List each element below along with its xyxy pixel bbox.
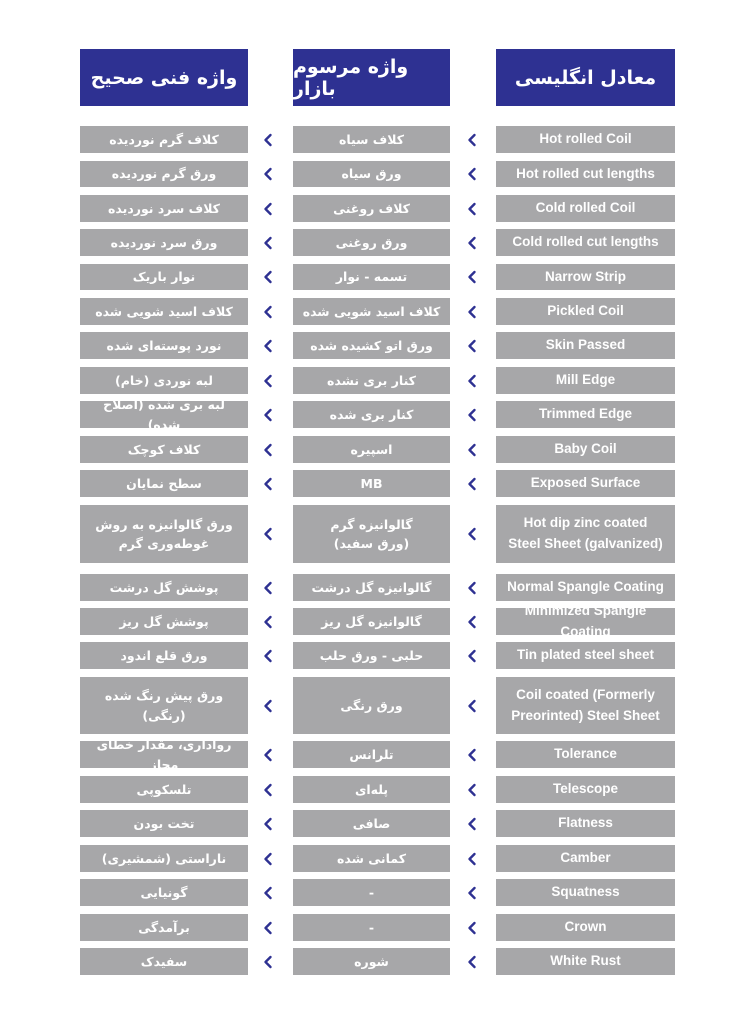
cell-technical-term: کلاف گرم نوردیده xyxy=(80,126,248,153)
chevron-left-icon xyxy=(262,236,274,250)
table-row xyxy=(0,737,755,772)
cell-market-term: پله‌ای xyxy=(293,776,450,803)
chevron-left-icon xyxy=(466,852,478,866)
cell-market-term: اسپیره xyxy=(293,436,450,463)
cell-english: Telescope xyxy=(496,776,675,803)
cell-english: Hot dip zinc coated Steel Sheet (galvanized) xyxy=(496,505,675,563)
table-row xyxy=(0,195,755,222)
chevron-left-icon xyxy=(466,202,478,216)
chevron-left-icon xyxy=(262,133,274,147)
cell-english: Trimmed Edge xyxy=(496,401,675,428)
cell-english: Cold rolled cut lengths xyxy=(496,229,675,256)
table-row xyxy=(0,642,755,669)
chevron-left-icon xyxy=(262,477,274,491)
chevron-left-icon xyxy=(466,270,478,284)
cell-technical-term: لبه بری شده (اصلاح شده) xyxy=(80,401,248,428)
cell-market-term: کلاف سیاه xyxy=(293,126,450,153)
cell-market-term: کلاف اسید شویی شده xyxy=(293,298,450,325)
cell-market-term: ورق سیاه xyxy=(293,161,450,187)
chevron-left-icon xyxy=(466,236,478,250)
chevron-left-icon xyxy=(262,955,274,969)
table-row xyxy=(0,776,755,803)
table-row xyxy=(0,845,755,872)
table-row xyxy=(0,161,755,187)
chevron-left-icon xyxy=(262,374,274,388)
table-row xyxy=(0,229,755,256)
chevron-left-icon xyxy=(466,374,478,388)
cell-technical-term: لبه نوردی (خام) xyxy=(80,367,248,394)
chevron-left-icon xyxy=(262,305,274,319)
cell-technical-term: سطح نمایان xyxy=(80,470,248,497)
chevron-left-icon xyxy=(262,408,274,422)
chevron-left-icon xyxy=(262,852,274,866)
chevron-left-icon xyxy=(466,477,478,491)
chevron-left-icon xyxy=(466,133,478,147)
cell-market-term: کنار بری نشده xyxy=(293,367,450,394)
cell-english: Cold rolled Coil xyxy=(496,195,675,222)
cell-technical-term: نورد پوسته‌ای شده xyxy=(80,332,248,359)
cell-english: Hot rolled cut lengths xyxy=(496,161,675,187)
cell-technical-term: پوشش گل درشت xyxy=(80,574,248,601)
chevron-left-icon xyxy=(466,167,478,181)
cell-english: Minimized Spangle Coating xyxy=(496,608,675,635)
cell-technical-term: رواداری، مقدار خطای مجاز xyxy=(80,741,248,768)
cell-english: Coil coated (Formerly Preorinted) Steel Sheet xyxy=(496,677,675,734)
cell-english: White Rust xyxy=(496,948,675,975)
cell-english: Pickled Coil xyxy=(496,298,675,325)
cell-market-term: تلرانس xyxy=(293,741,450,768)
cell-technical-term: کلاف اسید شویی شده xyxy=(80,298,248,325)
cell-technical-term: ورق گرم نوردیده xyxy=(80,161,248,187)
chevron-left-icon xyxy=(262,443,274,457)
table-row xyxy=(0,264,755,290)
cell-technical-term: ورق قلع اندود xyxy=(80,642,248,669)
chevron-left-icon xyxy=(466,817,478,831)
chevron-left-icon xyxy=(466,305,478,319)
cell-market-term: ورق روغنی xyxy=(293,229,450,256)
table-row xyxy=(0,602,755,639)
cell-technical-term: سفیدک xyxy=(80,948,248,975)
chevron-left-icon xyxy=(466,581,478,595)
cell-technical-term: ورق پیش رنگ شده (رنگی) xyxy=(80,677,248,734)
cell-english: Hot rolled Coil xyxy=(496,126,675,153)
table-row xyxy=(0,914,755,941)
cell-market-term: کمانی شده xyxy=(293,845,450,872)
chevron-left-icon xyxy=(262,649,274,663)
chevron-left-icon xyxy=(466,921,478,935)
chevron-left-icon xyxy=(466,443,478,457)
table-row xyxy=(0,367,755,394)
chevron-left-icon xyxy=(262,339,274,353)
chevron-left-icon xyxy=(466,649,478,663)
chevron-left-icon xyxy=(466,699,478,713)
table-row xyxy=(0,436,755,463)
cell-market-term: صافی xyxy=(293,810,450,837)
cell-technical-term: کلاف کوچک xyxy=(80,436,248,463)
cell-technical-term: پوشش گل ریز xyxy=(80,608,248,635)
cell-english: Tin plated steel sheet xyxy=(496,642,675,669)
table-row xyxy=(0,677,755,734)
table-row xyxy=(0,810,755,837)
cell-market-term: گالوانیزه گل درشت xyxy=(293,574,450,601)
cell-technical-term: نوار باریک xyxy=(80,264,248,290)
cell-english: Skin Passed xyxy=(496,332,675,359)
cell-english: Crown xyxy=(496,914,675,941)
cell-english: Narrow Strip xyxy=(496,264,675,290)
cell-technical-term: ناراستی (شمشیری) xyxy=(80,845,248,872)
cell-technical-term: تخت بودن xyxy=(80,810,248,837)
cell-english: Baby Coil xyxy=(496,436,675,463)
chevron-left-icon xyxy=(466,339,478,353)
cell-english: Mill Edge xyxy=(496,367,675,394)
cell-market-term: ورق رنگی xyxy=(293,677,450,734)
cell-english: Exposed Surface xyxy=(496,470,675,497)
cell-market-term: کلاف روغنی xyxy=(293,195,450,222)
chevron-left-icon xyxy=(262,270,274,284)
cell-market-term: گالوانیزه گل ریز xyxy=(293,608,450,635)
cell-english: Flatness xyxy=(496,810,675,837)
chevron-left-icon xyxy=(262,783,274,797)
header-english: معادل انگلیسی xyxy=(496,49,675,106)
table-row xyxy=(0,470,755,497)
cell-market-term: شوره xyxy=(293,948,450,975)
chevron-left-icon xyxy=(466,886,478,900)
cell-technical-term: کلاف سرد نوردیده xyxy=(80,195,248,222)
cell-english: Tolerance xyxy=(496,741,675,768)
cell-technical-term: گونیایی xyxy=(80,879,248,906)
table-row xyxy=(0,879,755,906)
cell-market-term: - xyxy=(293,914,450,941)
cell-english: Squatness xyxy=(496,879,675,906)
chevron-left-icon xyxy=(262,748,274,762)
table-row xyxy=(0,298,755,325)
table-row xyxy=(0,332,755,359)
chevron-left-icon xyxy=(262,699,274,713)
table-row xyxy=(0,126,755,153)
chevron-left-icon xyxy=(466,748,478,762)
chevron-left-icon xyxy=(262,921,274,935)
chevron-left-icon xyxy=(262,581,274,595)
header-market-term: واژه مرسوم بازار xyxy=(293,49,450,106)
cell-market-term: حلبی - ورق حلب xyxy=(293,642,450,669)
cell-technical-term: ورق سرد نوردیده xyxy=(80,229,248,256)
chevron-left-icon xyxy=(466,955,478,969)
cell-market-term: کنار بری شده xyxy=(293,401,450,428)
chevron-left-icon xyxy=(262,817,274,831)
header-technical-term: واژه فنی صحیح xyxy=(80,49,248,106)
table-row xyxy=(0,574,755,601)
cell-market-term: تسمه - نوار xyxy=(293,264,450,290)
chevron-left-icon xyxy=(262,615,274,629)
cell-market-term: MB xyxy=(293,470,450,497)
cell-market-term: - xyxy=(293,879,450,906)
chevron-left-icon xyxy=(262,527,274,541)
chevron-left-icon xyxy=(262,886,274,900)
chevron-left-icon xyxy=(262,167,274,181)
cell-market-term: ورق اتو کشیده شده xyxy=(293,332,450,359)
chevron-left-icon xyxy=(466,783,478,797)
chevron-left-icon xyxy=(466,408,478,422)
table-row xyxy=(0,397,755,432)
chevron-left-icon xyxy=(262,202,274,216)
cell-technical-term: ورق گالوانیزه به روش غوطه‌وری گرم xyxy=(80,505,248,563)
cell-technical-term: برآمدگی xyxy=(80,914,248,941)
cell-market-term: گالوانیزه گرم (ورق سفید) xyxy=(293,505,450,563)
cell-english: Normal Spangle Coating xyxy=(496,574,675,601)
chevron-left-icon xyxy=(466,615,478,629)
cell-english: Camber xyxy=(496,845,675,872)
cell-technical-term: تلسکوپی xyxy=(80,776,248,803)
chevron-left-icon xyxy=(466,527,478,541)
table-row xyxy=(0,505,755,563)
table-row xyxy=(0,948,755,975)
